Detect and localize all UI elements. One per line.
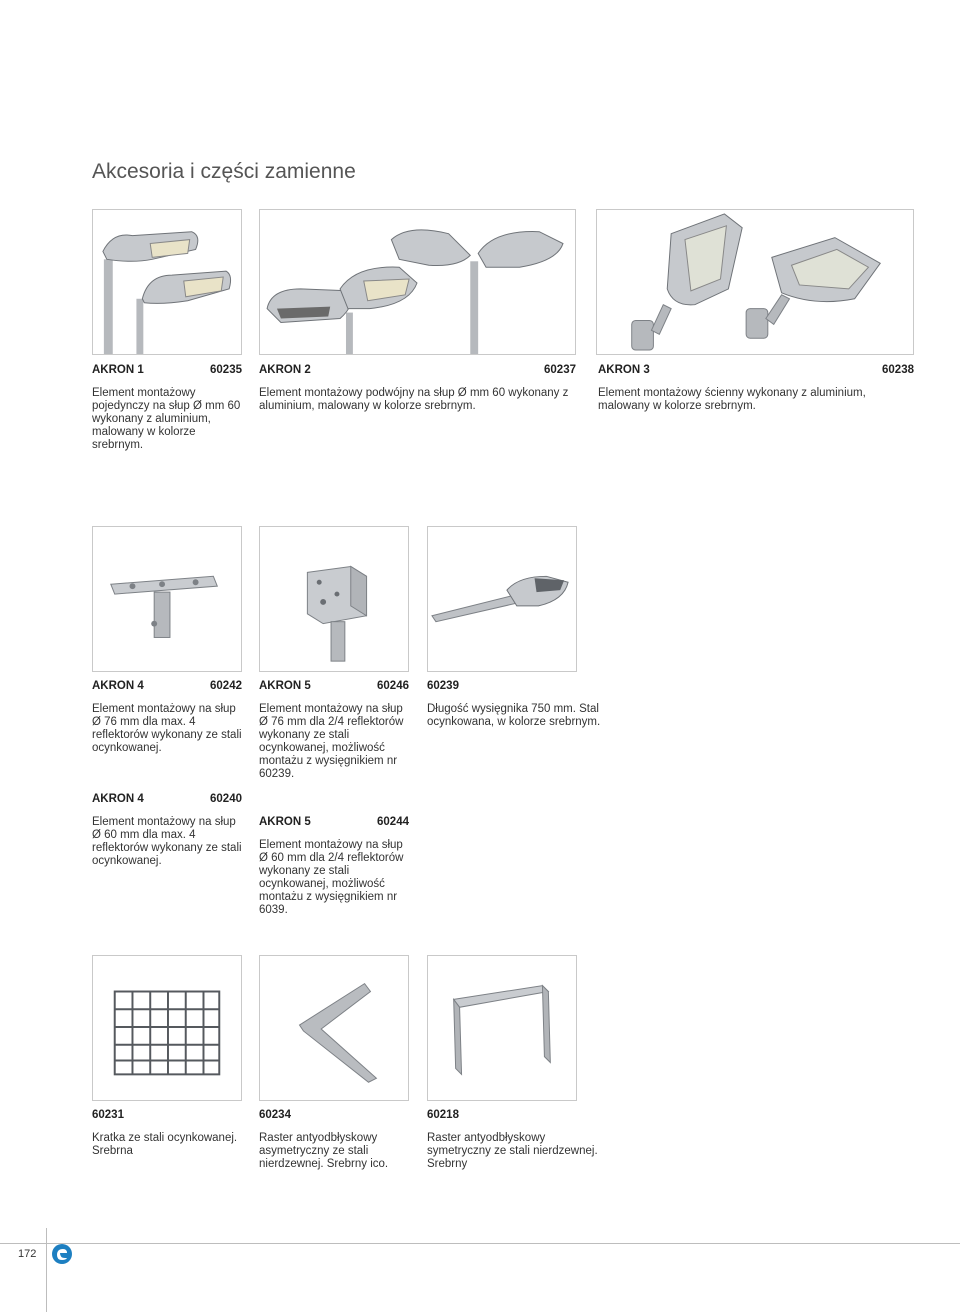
product-photo-akron-2 bbox=[259, 209, 576, 355]
product-akron-5-76 bbox=[259, 680, 409, 781]
product-description: Element montażowy na słup Ø 60 mm dla max. 4 reflektorów wykonany ze stali ocynkowanej. bbox=[92, 816, 242, 867]
product-akron-4-76 bbox=[92, 680, 242, 755]
product-photo-akron-4-76 bbox=[92, 526, 242, 672]
product-description: Raster antyodbłyskowy symetryczny ze stali nierdzewnej. Srebrny bbox=[427, 1132, 598, 1170]
product-photo-akron-1 bbox=[92, 209, 242, 355]
page-title: Akcesoria i części zamienne bbox=[92, 160, 356, 183]
product-60239 bbox=[427, 680, 627, 729]
product-photo-akron-3 bbox=[596, 209, 914, 355]
product-code: 60218 bbox=[427, 1109, 459, 1121]
product-code: 60235 bbox=[210, 364, 242, 376]
product-code: 60238 bbox=[882, 364, 914, 376]
product-description: Długość wysięgnika 750 mm. Stal ocynkowana, w kolorze srebrnym. bbox=[427, 703, 601, 728]
product-code: 60234 bbox=[259, 1109, 291, 1121]
product-photo-60239 bbox=[427, 526, 577, 672]
product-photo-60218 bbox=[427, 955, 577, 1101]
product-description: Element montażowy na słup Ø 76 mm dla 2/4 reflektorów wykonany ze stali ocynkowanej, możliwość montażu z wysięgnikiem nr 60239. bbox=[259, 703, 404, 780]
product-code: 60237 bbox=[544, 364, 576, 376]
product-60234 bbox=[259, 1109, 419, 1171]
product-akron-1 bbox=[92, 364, 242, 452]
product-name: AKRON 4 bbox=[92, 793, 144, 805]
product-akron-3 bbox=[598, 364, 914, 413]
product-60218 bbox=[427, 1109, 607, 1171]
product-akron-4-60 bbox=[92, 793, 242, 868]
product-code: 60244 bbox=[377, 816, 409, 828]
product-akron-2 bbox=[259, 364, 576, 413]
product-description: Element montażowy ścienny wykonany z aluminium, malowany w kolorze srebrnym. bbox=[598, 387, 866, 412]
product-code: 60246 bbox=[377, 680, 409, 692]
product-code: 60231 bbox=[92, 1109, 124, 1121]
product-60231 bbox=[92, 1109, 242, 1158]
product-description: Kratka ze stali ocynkowanej. Srebrna bbox=[92, 1132, 238, 1157]
product-photo-60231 bbox=[92, 955, 242, 1101]
product-name: AKRON 5 bbox=[259, 680, 311, 692]
product-description: Element montażowy podwójny na słup Ø mm 60 wykonany z aluminium, malowany w kolorze srebrnym. bbox=[259, 387, 569, 412]
product-code: 60239 bbox=[427, 680, 459, 692]
product-name: AKRON 5 bbox=[259, 816, 311, 828]
product-name: AKRON 2 bbox=[259, 364, 311, 376]
product-description: Element montażowy na słup Ø 60 mm dla 2/4 reflektorów wykonany ze stali ocynkowanej, możliwość montażu z wysięgnikiem nr 6039. bbox=[259, 839, 404, 916]
footer-divider bbox=[0, 1243, 960, 1244]
page-number: 172 bbox=[18, 1248, 37, 1260]
product-akron-5-60 bbox=[259, 816, 409, 917]
product-name: AKRON 3 bbox=[598, 364, 650, 376]
product-name: AKRON 4 bbox=[92, 680, 144, 692]
product-code: 60240 bbox=[210, 793, 242, 805]
product-description: Raster antyodbłyskowy asymetryczny ze stali nierdzewnej. Srebrny ico. bbox=[259, 1132, 389, 1170]
product-name: AKRON 1 bbox=[92, 364, 144, 376]
product-photo-akron-5-76 bbox=[259, 526, 409, 672]
product-code: 60242 bbox=[210, 680, 242, 692]
product-description: Element montażowy na słup Ø 76 mm dla max. 4 reflektorów wykonany ze stali ocynkowanej. bbox=[92, 703, 242, 754]
brand-logo-icon bbox=[51, 1243, 73, 1265]
product-photo-60234 bbox=[259, 955, 409, 1101]
footer-vertical-divider bbox=[46, 1228, 47, 1312]
product-description: Element montażowy pojedynczy na słup Ø mm 60 wykonany z aluminium, malowany w kolorze srebrnym. bbox=[92, 387, 241, 451]
